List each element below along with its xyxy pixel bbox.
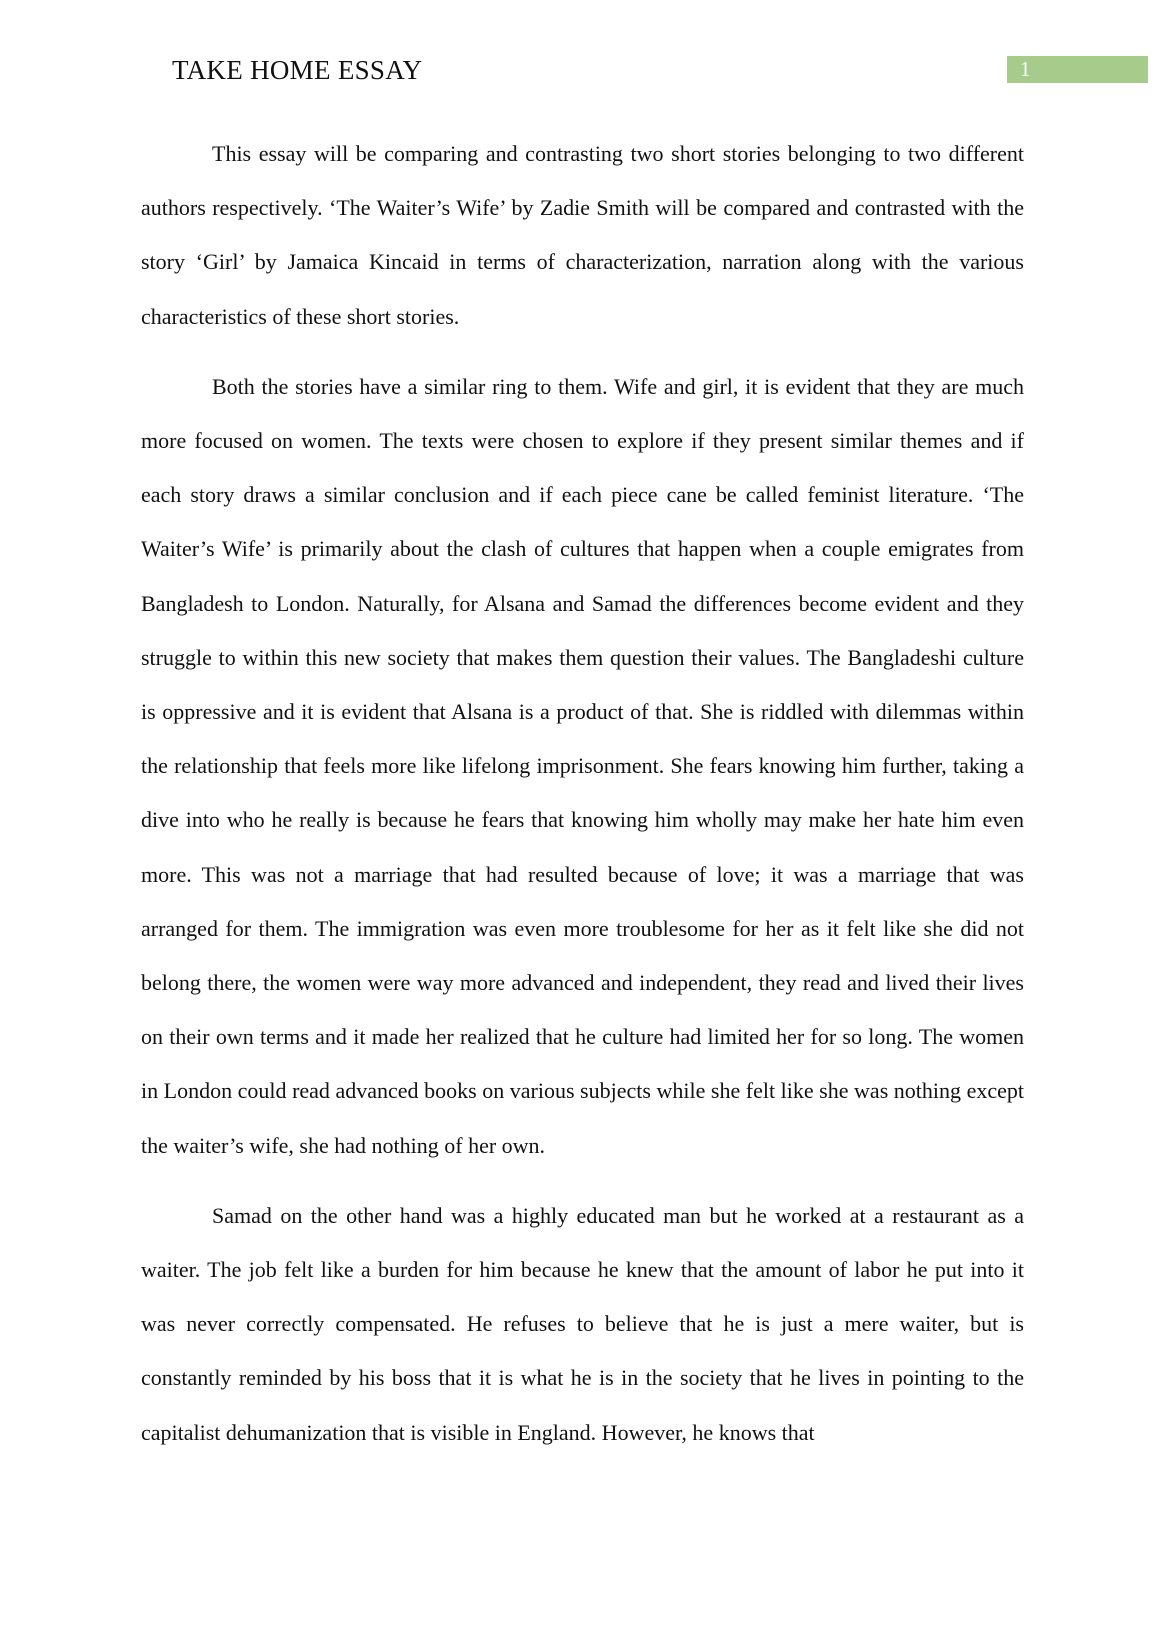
- paragraph-waiters-wife-analysis: Both the stories have a similar ring to them. Wife and girl, it is evident that they are much more focused on women. The texts were chosen to explore if they present similar themes and if each story draws a similar conclusion and if each piece cane be called feminist literature. ‘The Waiter’s Wife’ is primarily about the clash of cultures that happen when a couple emigrates from Bangladesh to London. Naturally, for Alsana and Samad the differences become evident and they struggle to within this new society that makes them question their values. The Bangladeshi culture is oppressive and it is evident that Alsana is a product of that. She is riddled with dilemmas within the relationship that feels more like lifelong imprisonment. She fears knowing him further, taking a dive into who he really is because he fears that knowing him wholly may make her hate him even more. This was not a marriage that had resulted because of love; it was a marriage that was arranged for them. The immigration was even more troublesome for her as it felt like she did not belong there, the women were way more advanced and independent, they read and lived their lives on their own terms and it made her realized that he culture had limited her for so long. The women in London could read advanced books on various subjects while she felt like she was nothing except the waiter’s wife, she had nothing of her own.: [141, 373, 1024, 1158]
- paragraph-introduction: This essay will be comparing and contrasting two short stories belonging to two different authors respectively. ‘The Waiter’s Wife’ by Zadie Smith will be compared and contrasted with the story ‘Girl’ by Jamaica Kincaid in terms of characterization, narration along with the various characteristics of these short stories.: [141, 141, 1024, 329]
- paragraph-samad-analysis: Samad on the other hand was a highly educated man but he worked at a restaurant as a waiter. The job felt like a burden for him because he knew that the amount of labor he put into it was never correctly compensated. He refuses to believe that he is just a mere waiter, but is constantly reminded by his boss that it is what he is in the society that he lives in pointing to the capitalist dehumanization that is visible in England. However, he knows that: [141, 1202, 1024, 1445]
- header-title: TAKE HOME ESSAY: [172, 55, 423, 85]
- essay-body: [141, 127, 1024, 1476]
- page-number: 1: [1020, 57, 1031, 81]
